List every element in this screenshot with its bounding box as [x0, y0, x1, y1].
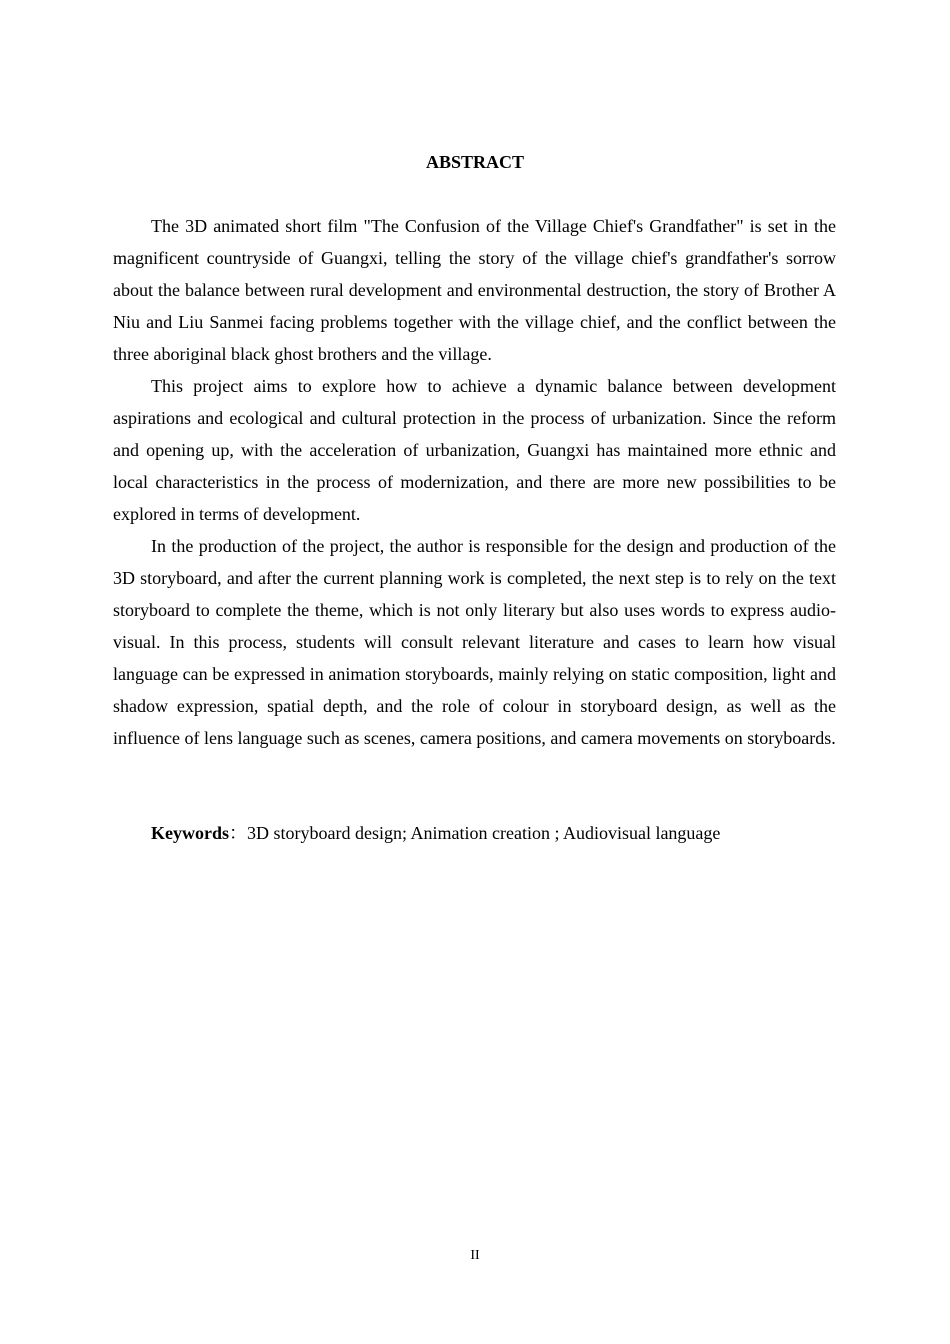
- abstract-title: ABSTRACT: [425, 152, 525, 172]
- page-number: II: [470, 1248, 480, 1263]
- abstract-paragraph-3: In the production of the project, the author is responsible for the design and production of the 3D storyboard, and after the current planning work is completed, the next step is to rely on the text storyboard to complete the theme, which is not only literary but also uses words to express audio-visual. In this process, students will consult relevant literature and cases to learn how visual language can be expressed in animation storyboards, mainly relying on static composition, light and shadow expression, spatial depth, and the role of colour in storyboard design, as well as the influence of lens language such as scenes, camera positions, and camera movements on storyboards.: [113, 536, 836, 748]
- abstract-paragraph-1: The 3D animated short film "The Confusion of the Village Chief's Grandfather" is set in the magnificent countryside of Guangxi, telling the story of the village chief's grandfather's sorrow about the balance between rural development and environmental destruction, the story of Brother A Niu and Liu Sanmei facing problems together with the village chief, and the conflict between the three aboriginal black ghost brothers and the village.: [113, 216, 836, 364]
- keywords-line: [151, 820, 841, 846]
- abstract-body: [113, 210, 836, 754]
- abstract-paragraph-2: This project aims to explore how to achieve a dynamic balance between development aspirations and ecological and cultural protection in the process of urbanization. Since the reform and opening up, with the acceleration of urbanization, Guangxi has maintained more ethnic and local characteristics in the process of modernization, and there are more new possibilities to be explored in terms of development.: [113, 376, 836, 524]
- keywords-label: Keywords: [151, 823, 229, 843]
- keywords-value: 3D storyboard design; Animation creation ; Audiovisual language: [247, 823, 721, 843]
- keywords-separator: ：: [229, 823, 247, 843]
